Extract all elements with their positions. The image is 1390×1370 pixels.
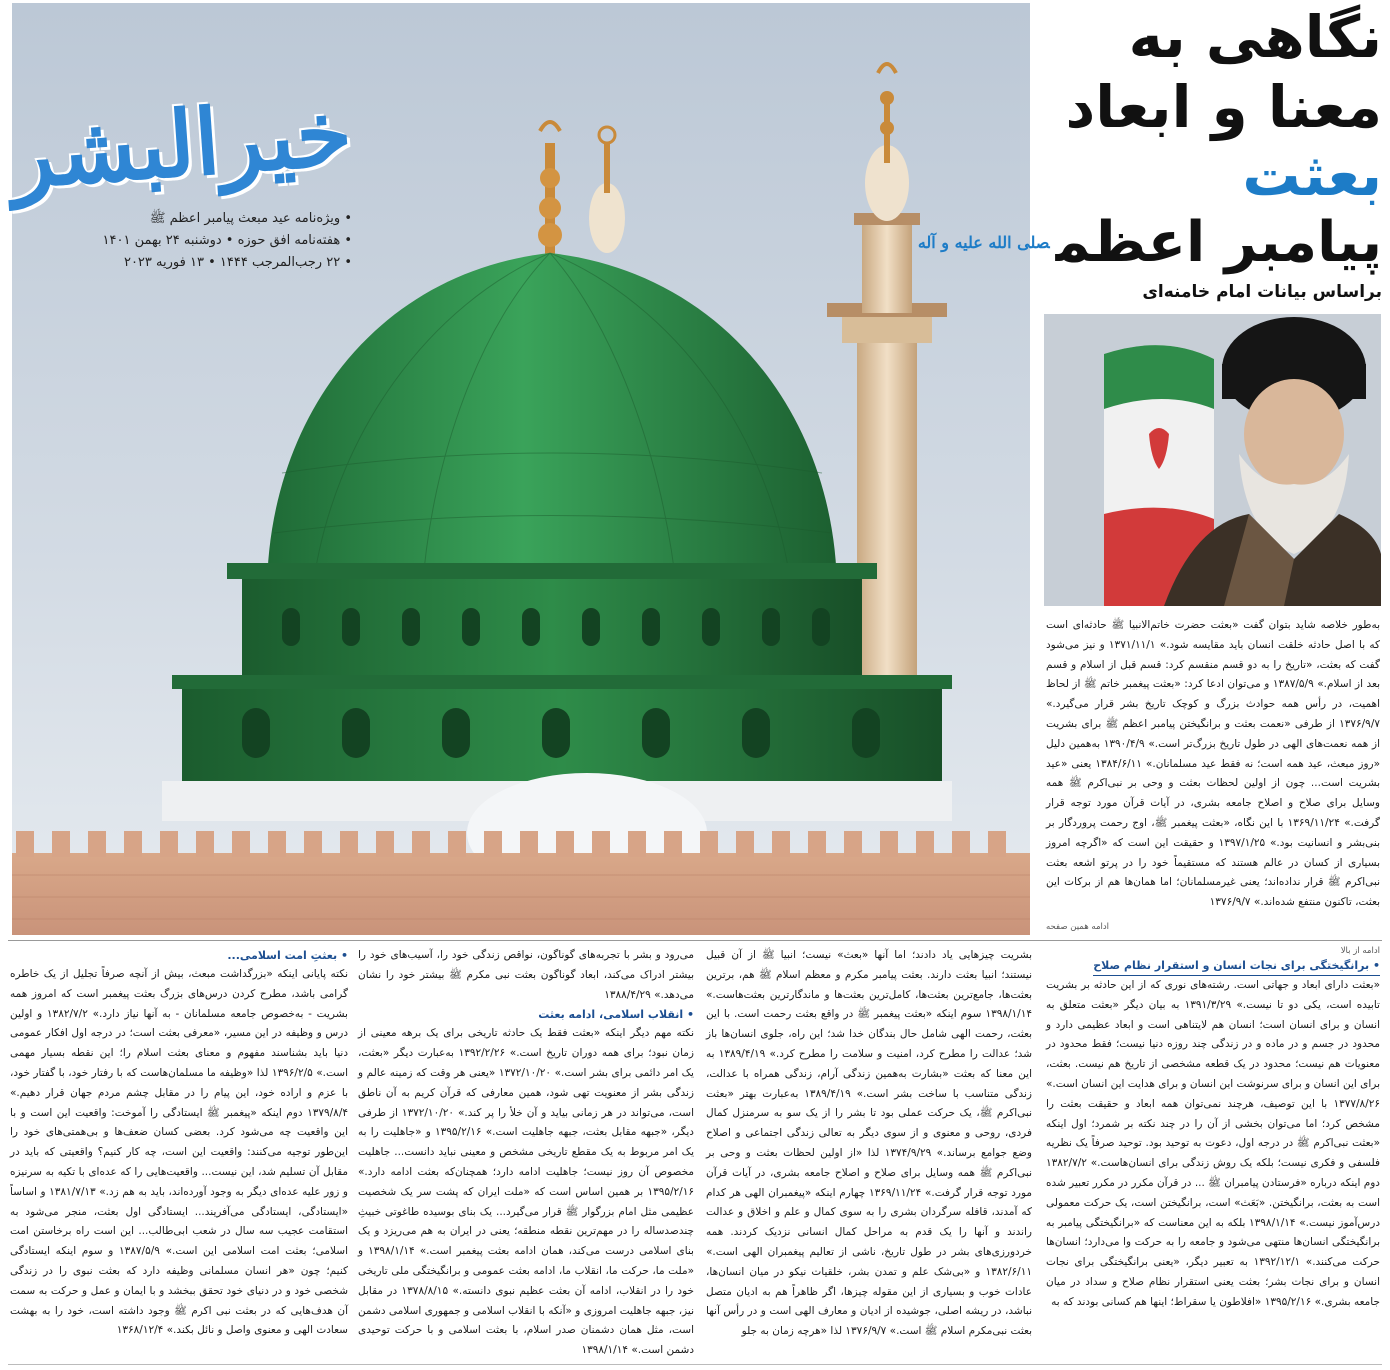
- column-1: [1046, 946, 1380, 1361]
- honorific-calligraphy: صلی الله علیه و آله: [917, 233, 1050, 252]
- column-heading: [1046, 956, 1380, 976]
- bottom-rule: [8, 1364, 1382, 1365]
- portrait-illustration: [1044, 314, 1381, 606]
- headline-line-1: نگاهی به: [1128, 3, 1382, 71]
- column-heading-text: • برانگیختگی برای نجات انسان و استقرار نظام صلاح: [1093, 956, 1380, 976]
- column-heading: • بعثتِ امت اسلامی...: [227, 949, 348, 962]
- meta-line: • ویژه‌نامه عید مبعث پیامبر اعظم ﷺ: [149, 211, 352, 226]
- headline-line-4: [917, 208, 1382, 278]
- headline-line-3: بعثت: [1242, 141, 1382, 209]
- column-3: [358, 946, 694, 1361]
- masthead: [6, 58, 356, 274]
- column-heading: • انقلاب اسلامی، ادامه بعثت: [538, 1008, 694, 1022]
- intro-article: به‌طور خلاصه شاید بتوان گفت «بعثت حضرت خاتم‌الانبیا ﷺ حادثه‌ای است که با اصل حادثه خلقت انسان باید مقایسه شود.» ۱۳۷۱/۱۱/۱ و نیز می‌شود گفت که بعثت، «تاریخ را به دو قسم منقسم کرد: قسم قبل از اسلام و قسم بعد از اسلام.» ۱۳۸۷/۵/۹ و می‌توان ادعا کرد: «بعثت پیغمبر خاتم ﷺ از لحاظ اهمیت، در رأس همه حوادث بزرگ و کوچک تاریخ بشر قرار می‌گیرد.» ۱۳۷۶/۹/۷ از طرفی «نعمت بعثت و برانگیختن پیامبر اعظم ﷺ برای بشریت از همه نعمت‌های الهی در طول تاریخ بزرگ‌تر است.» ۱۳۹۰/۴/۹ به‌همین دلیل «روز مبعث، عید همه است؛ نه فقط عید مسلمانان.» ۱۳۸۴/۶/۱۱ یعنی «عید بشریت است... چون از اولین لحظات بعثت و وحی بر نبی‌اکرم ﷺ همه وسایل برای صلاح و اصلاح جامعه بشری، در آیات قرآن مورد توجه قرار گرفت.» ۱۳۶۹/۱۱/۲۴ با این نگاه، «بعثت پیغمبر ﷺ، اوج رحمت پروردگار بر بنی‌بشر و انسانیت بود.» ۱۳۹۷/۱/۲۵ و حقیقت این است که «اگرچه امروز بسیاری از کسان در عالم هستند که مستقیماً خود را در پرتو اشعه بعثت نبی‌اکرم ﷺ قرار نداده‌اند؛ یعنی غیرمسلمانان؛ اما همان‌ها هم از برکات این بعثت، تاکنون منتفع شده‌اند.» ۱۳۷۶/۹/۷: [1046, 619, 1381, 909]
- column-2: بشریت چیزهایی یاد دادند؛ اما آنها «بعث» نیست؛ انبیا ﷺ از آن قبیل نیستند؛ انبیا بعثت دارند. بعثت پیامبر مکرم و معظم اسلام ﷺ هم، برترین بعثت‌ها، جامع‌ترین بعثت‌ها، کامل‌ترین بعثت‌ها و ماندگارترین بعثت‌هاست.» ۱۳۹۸/۱/۱۴ سوم اینکه «بعثت پیغمبر ﷺ در واقع بعثت رحمت است. با این بعثت، رحمت الهی شامل حال بندگان خدا شد؛ این راه، جلوی انسان‌ها باز شد؛ عدالت را مطرح کرد، امنیت و سلامت را مطرح کرد.» ۱۳۸۹/۴/۱۹ به این معنا که بعثت «بشارت به‌همین زندگی آرام، زندگی همراه با عدالت، زندگی متناسب با ساخت بشر است.» ۱۳۸۹/۴/۱۹ به‌عبارت بهتر «بعثت نبی‌اکرم ﷺ، یک حرکت عملی بود تا بشر را از یک سو به سرمنزل کمال فردی، روحی و معنوی و از سوی دیگر به تعالی زندگی اجتماعی و اصلاح وضع جوامع برساند.» ۱۳۷۴/۹/۲۹ لذا «از اولین لحظات بعثت و وحی بر نبی‌اکرم ﷺ همه وسایل برای صلاح و اصلاح جامعه بشری، در آیات قرآن مورد توجه قرار گرفت.» ۱۳۶۹/۱۱/۲۴ چهارم اینکه «پیغمبران الهی هر کدام که آمدند، قافله سرگردان بشری را به سوی کمال و علم و اخلاق و عدالت راندند و آنها را یک قدم به مراحل کمال انسانی نزدیک کردند. همه خردورزی‌های بشر در طول تاریخ، ناشی از تعالیم پیغمبران الهی است.» ۱۳۸۲/۶/۱۱ و «بی‌شک علم و تمدن بشر، خلقیات نیکو در میان انسان‌ها، عادات خوب و بسیاری از این مقوله چیزها، اگر ظاهراً هم به ادیان متصل نباشد، در ریشه اصلی، جوشیده از ادیان و معارف الهی است و در رأس آنها بعثت نبی‌مکرم اسلام ﷺ است.» ۱۳۷۶/۹/۷ لذا «هرچه زمان به جلو: [706, 949, 1033, 1338]
- column-kicker: ادامه از بالا: [1340, 946, 1380, 956]
- page-divider: [8, 940, 1382, 941]
- cover-photo: [6, 3, 1030, 935]
- headline-line-4-text: پیامبر اعظم: [1055, 210, 1382, 275]
- portrait-photo: [1044, 314, 1381, 606]
- column-text: نکته پایانی اینکه «بزرگداشت مبعث، بیش از آنچه صرفاً تجلیل از یک خاطره گرامی باشد، مطرح کردن درس‌های بزرگ بعثت پیغمبر است که امروز همه بشریت - به‌خصوص جامعه مسلمانان - به آنها نیاز دارد.» ۱۳۸۲/۷/۲ و اولین درس و وظیفه در این مسیر، «معرفی بعثت است؛ در درجه اول افکار عمومی دنیا باید بشناسند مفهوم و معنای بعثت اسلام را؛ این نقطه بسیار مهمی است.» ۱۳۹۶/۲/۵ لذا «وظیفه ما مسلمان‌هاست که با رفتار خود، با گفتار خود، با عزم و اراده خود، این پیام را در مقابل چشم مردم جهان قرار دهیم.» ۱۳۷۹/۸/۴ دوم اینکه «پیغمبر ﷺ ایستادگی را آموخت: واقعیت این است و با این واقعیت چه می‌شود کرد. بعضی کسان ضعف‌ها و بی‌همتی‌های خود را این‌طور توجیه می‌کنند: واقعیت این است، چه کار کنیم؟ واقعیتی که باید در مقابل آن تسلیم شد، این نیست... واقعیت‌هایی را که عده‌ای با تکیه به سرنیزه و زور علیه عده‌ای دیگر به وجود آورده‌اند، باید به هم زد.» ۱۳۸۱/۷/۱۳ و اساساً «ایستادگی، ایستادگی می‌آفریند... ایستادگی اول بعثت، منجر می‌شود به استقامت عجیب سه سال در شعب ابی‌طالب... این است راه برخاستن امت اسلامی؛ بعثت امت اسلامی این است.» ۱۳۸۷/۵/۹ و سوم اینکه ایستادگی کنیم؛ چون «هر انسان مسلمانی وظیفه دارد که بعثت نبوی را در زندگی شخصی خود و در دنیای خود تحقق ببخشد و با ایمان و عمل و حرکت به سمت آن هدف‌هایی که در بعثت نبی اکرم ﷺ وجود داشته است، خود را به بهشت سعادت الهی و معنوی واصل و نائل بکند.» ۱۳۶۸/۱۲/۴: [10, 968, 349, 1337]
- meta-line: • ۲۲ رجب‌المرجب ۱۴۴۴ • ۱۳ فوریه ۲۰۲۳: [123, 255, 352, 270]
- column-text: می‌رود و بشر با تجربه‌های گوناگون، نواقص زندگی خود را، آسیب‌های خود را بیشتر ادراک می‌کند، ابعاد گوناگون بعثت نبی مکرم ﷺ بیشتر خود را نشان می‌دهد.» ۱۳۸۸/۴/۲۹: [358, 949, 694, 1001]
- headline-subtitle: براساس بیانات امام خامنه‌ای: [1142, 282, 1382, 302]
- continued-note: ادامه همین صفحه: [1046, 922, 1110, 932]
- headline-line-2: معنا و ابعاد: [1065, 73, 1382, 141]
- column-text: «بعثت دارای ابعاد و جهاتی است. رشته‌های نوری که از این حادثه بر بشریت تابیده است، یکی دو تا نیست.» ۱۳۹۱/۳/۲۹ به بیان دیگر «بعثت متعلق به انسان و برای انسان است؛ انسان هم لایتناهی است و ابعاد عظیمی دارد و محدود در جسم و در ماده و در زندگی چند روزه دنیا نیست؛ فقط محدود در معنویات هم نیست؛ محدود در یک قطعه مشخصی از تاریخ هم نیست. بعثت، برای این انسان و برای سرنوشت این انسان و برای هدایت این انسان است.» ۱۳۷۷/۸/۲۶ با این توصیف، هرچند نمی‌توان همه ابعاد و حقیقت بعثت را مشخص کرد؛ اما می‌توان بخشی از آن را در چند نکته بر شمرد؛ اول اینکه «بعثت نبی‌اکرم ﷺ در درجه اول، دعوت به توحید بود. توحید صرفاً یک نظریه فلسفی و فکری نیست؛ بلکه یک روش زندگی برای انسان‌هاست.» ۱۳۸۲/۷/۲ دوم اینکه درباره «فرستادن پیامبران ﷺ ... در قرآن مکرر در مکرر تعبیر شده است به بعثت، برانگیختن. «بَعَث» است، برانگیختن است، یک حرکت معمولی درس‌آموز نیست.» ۱۳۹۸/۱/۱۴ بلکه به این معناست که «برانگیختگی پیامبر به برانگیختگی انسان‌ها منتهی می‌شود و جامعه را به حرکت وا می‌دارد؛ انسان‌ها حرکت می‌کنند.» ۱۳۹۲/۱۲/۱ به تعبیر دیگر، «یعنی برانگیختگی برای نجات انسان و برای نجات بشر؛ بعثت یعنی استقرار نظام صلاح و سداد در میان جامعه بشری.» ۱۳۹۵/۲/۱۶ «افلاطون یا سقراط؛ اینها هم کسانی بودند که به: [1046, 979, 1380, 1308]
- column-text: نکته مهم دیگر اینکه «بعثت فقط یک حادثه تاریخی برای یک برهه معینی از زمان نبود؛ برای همه دوران تاریخ است.» ۱۳۹۲/۲/۲۶ به‌عبارت دیگر «بعثت، یک امر دائمی برای بشر است.» ۱۳۷۲/۱۰/۲۰ «یعنی هر وقت که زمینه عالم و زندگی بشر از معنویت تهی شود، همین معارفی که قرآن کریم به آن ناطق است، می‌تواند در هر زمانی بیاید و آن خلأ را پر کند.» ۱۳۷۲/۱۰/۲۰ از طرفی دیگر، «جبهه مقابل بعثت، جبهه جاهلیت است.» ۱۳۹۵/۲/۱۶ و «جاهلیت را به یک امر مربوط به یک مقطع تاریخی مشخص و معینی نباید دانست... جاهلیت مخصوص آن روز نیست؛ جاهلیت ادامه دارد؛ همچنان‌که بعثت ادامه دارد.» ۱۳۹۵/۲/۱۶ بر همین اساس است که «ملت ایران که پشت سر یک شخصیت عظیمی مثل امام بزرگوار ﷺ قرار می‌گیرد... یک بنای بوسیده طاغوتی خبیثِ چندصدساله را در مهم‌ترین نقطه منطقه؛ یعنی در ایران به هم می‌ریزد و یک بنای اسلامی درست می‌کند، همان ادامه بعثت پیغمبر است.» ۱۳۹۸/۱/۱۴ و «ملت ما، حرکت ما، انقلاب ما، ادامه بعثت عمومی و برانگیختگی ملی تاریخی خود را در انقلاب، ادامه آن بعثت عظیم نبوی دانسته.» ۱۳۷۸/۸/۱۵ در مقابل نیز، جبهه جاهلیت امروزی و «آنکه با انقلاب اسلامی و جمهوری اسلامی دشمن است، مثل همان دشمنان صدر اسلام، با بعثت اسلامی و با حرکت توحیدی دشمن است.» ۱۳۹۸/۱/۱۴: [358, 1027, 695, 1357]
- masthead-meta: [52, 208, 352, 274]
- meta-line: • هفته‌نامه افق حوزه • دوشنبه ۲۴ بهمن ۱۴۰۱: [102, 233, 352, 248]
- column-4: [10, 946, 348, 1361]
- headline-block: [917, 2, 1382, 302]
- masthead-logo: خیرالبشر: [6, 79, 356, 210]
